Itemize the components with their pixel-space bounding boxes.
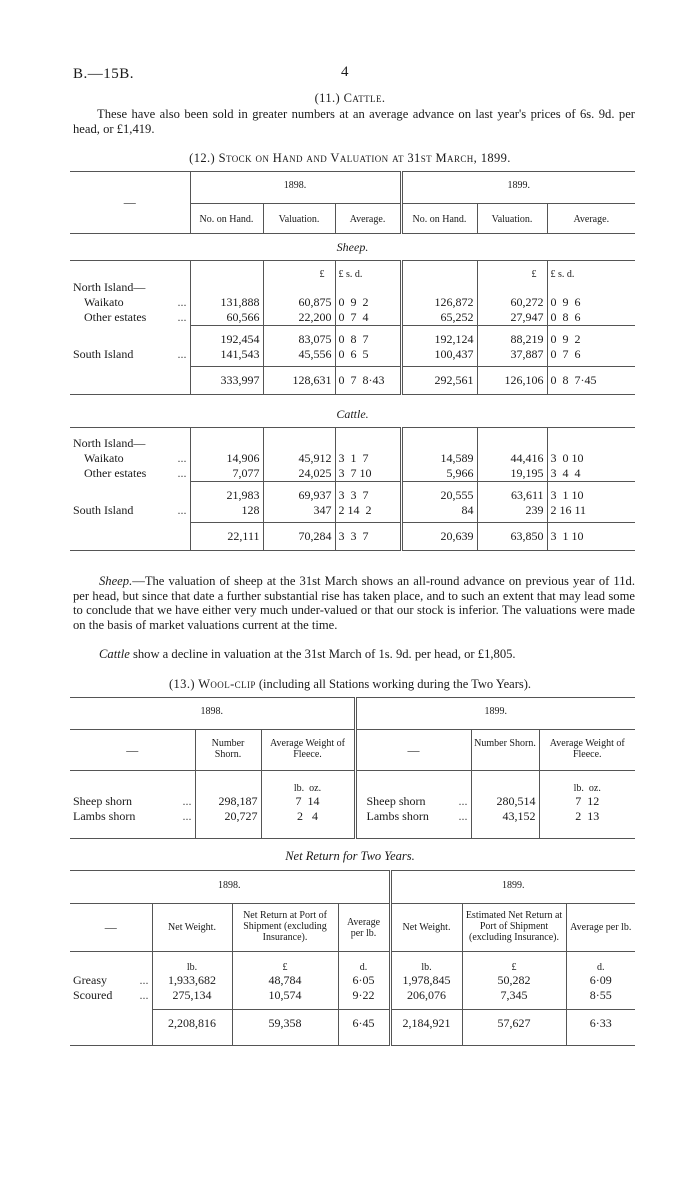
table-cell: 24,025 xyxy=(263,466,335,482)
row-label: Other estates xyxy=(84,310,147,324)
table-cell: 126,106 xyxy=(477,367,547,395)
table-row xyxy=(70,466,635,482)
net-year-1898: 1898. xyxy=(218,880,241,891)
table-cell: 298,187 xyxy=(195,794,261,809)
table-cell: 2,208,816 xyxy=(152,1009,232,1045)
table-cell: 0 7 6 xyxy=(547,347,635,367)
page-number: 4 xyxy=(341,64,349,80)
table-cell: 0 6 5 xyxy=(335,347,401,367)
leader-dots: ... xyxy=(177,295,187,309)
table-cell: 6·45 xyxy=(338,1009,390,1045)
table-cell: 57,627 xyxy=(462,1009,566,1045)
table-cell: 5,966 xyxy=(401,466,477,482)
table-cell: 192,454 xyxy=(190,326,263,348)
stock-valuation-table xyxy=(70,171,635,551)
table-row xyxy=(70,326,635,348)
table-cell: 1,978,845 xyxy=(390,973,462,988)
table-cell: 7,345 xyxy=(462,988,566,1009)
table-cell: 8·55 xyxy=(566,988,635,1009)
table-cell: 0 9 6 xyxy=(547,295,635,310)
table-cell: 141,543 xyxy=(190,347,263,367)
table-cell: 83,075 xyxy=(263,326,335,348)
table-cell: 20,727 xyxy=(195,809,261,839)
wool-stub-header: — xyxy=(355,730,471,771)
unit-pound: £ xyxy=(232,952,338,974)
wool-clip-table xyxy=(70,697,635,839)
table-cell: 7 14 xyxy=(261,794,355,809)
table-cell: 1,933,682 xyxy=(152,973,232,988)
table-cell: 3 1 10 xyxy=(547,482,635,504)
table-cell: 7,077 xyxy=(190,466,263,482)
table-cell: 2,184,921 xyxy=(390,1009,462,1045)
leader-dots: ... xyxy=(182,794,192,808)
table-cell: 333,997 xyxy=(190,367,263,395)
table-cell: 0 7 8·43 xyxy=(335,367,401,395)
col-net-return-1898: Net Return at Port of Shipment (excluding Insurance). xyxy=(232,904,338,952)
unit-lsd: £ s. d. xyxy=(547,261,635,281)
table-cell: 9·22 xyxy=(338,988,390,1009)
col-number-shorn-1898: Number Shorn. xyxy=(195,730,261,771)
col-est-net-return-1899: Estimated Net Return at Port of Shipment (excluding Insurance). xyxy=(462,904,566,952)
table-cell: 131,888 xyxy=(190,295,263,310)
table-cell: 14,589 xyxy=(401,451,477,466)
table-row xyxy=(70,295,635,310)
row-label: South Island xyxy=(73,347,134,361)
table-row xyxy=(70,347,635,367)
table-cell: 20,639 xyxy=(401,523,477,551)
table-cell: 275,134 xyxy=(152,988,232,1009)
stock-table-heading: (12.) Stock on Hand and Valuation at 31st March, 1899. xyxy=(189,151,511,165)
table-cell: 239 xyxy=(477,503,547,523)
sheep-label: Sheep. xyxy=(99,574,133,588)
net-return-title: Net Return for Two Years. xyxy=(285,849,415,863)
leader-dots: ... xyxy=(177,347,187,361)
row-label: Sheep shorn xyxy=(73,794,132,808)
row-label: Scoured xyxy=(73,988,113,1002)
cattle-paragraph: These have also been sold in greater numbers at an average advance on last year's prices of 6s. 9d. per head, or £1,419. xyxy=(73,107,635,136)
table-cell: 292,561 xyxy=(401,367,477,395)
row-label: Lambs shorn xyxy=(73,809,136,823)
table-cell: 128 xyxy=(190,503,263,523)
row-label: Greasy xyxy=(73,973,107,987)
table-cell: 60,566 xyxy=(190,310,263,326)
unit-lb: lb. xyxy=(152,952,232,974)
table-row xyxy=(70,973,635,988)
unit-d: d. xyxy=(338,952,390,974)
unit-pound: £ xyxy=(477,261,547,281)
leader-dots: ... xyxy=(177,466,187,480)
wool-year-1898: 1898. xyxy=(200,706,223,717)
table-cell: 0 8 7 xyxy=(335,326,401,348)
row-label: Waikato xyxy=(84,295,124,309)
cattle-heading: (11.) Cattle. xyxy=(314,91,386,105)
cattle-label: Cattle xyxy=(99,647,130,661)
col-avg-weight-1898: Average Weight of Fleece. xyxy=(261,730,355,771)
north-island-label: North Island— xyxy=(73,280,146,294)
north-island-label: North Island— xyxy=(73,436,146,450)
table-row xyxy=(70,809,635,839)
table-cell: 0 9 2 xyxy=(335,295,401,310)
table-cell: 128,631 xyxy=(263,367,335,395)
table-cell: 6·33 xyxy=(566,1009,635,1045)
col-average-1899: Average. xyxy=(547,204,635,234)
table-cell: 0 7 4 xyxy=(335,310,401,326)
table-cell: 3 0 10 xyxy=(547,451,635,466)
leader-dots: ... xyxy=(458,809,468,823)
table-cell: 3 3 7 xyxy=(335,482,401,504)
unit-lb-oz: lb. oz. xyxy=(261,771,355,795)
wool-stub-header: — xyxy=(126,742,139,757)
table-cell: 2 4 xyxy=(261,809,355,839)
leader-dots: ... xyxy=(458,794,468,808)
col-avg-per-lb-1898: Average per lb. xyxy=(338,904,390,952)
unit-pound: £ xyxy=(263,261,335,281)
wool-clip-heading-sc: (13.) Wool-clip xyxy=(168,677,256,691)
table-row xyxy=(70,794,635,809)
table-cell: 48,784 xyxy=(232,973,338,988)
stock-stub-header: — xyxy=(123,195,136,209)
row-label: Other estates xyxy=(84,466,147,480)
table-row xyxy=(70,310,635,326)
sheep-valuation-text: —The valuation of sheep at the 31st March shows an all-round advance on previous year of 11d. per head, but since that date a further substantial rise has taken place, and to such an extent that may lead some to conclude that we have either very much under-valued or that our stock is inferior. The valuations were made on the basis of market valuations current at the time. xyxy=(73,574,635,632)
table-row xyxy=(70,451,635,466)
table-row xyxy=(70,482,635,504)
net-year-1899: 1899. xyxy=(390,871,635,904)
col-net-weight-1899: Net Weight. xyxy=(390,904,462,952)
net-stub-header: — xyxy=(104,920,117,934)
table-cell: 10,574 xyxy=(232,988,338,1009)
table-cell: 0 8 6 xyxy=(547,310,635,326)
col-valuation-1898: Valuation. xyxy=(263,204,335,234)
table-cell: 0 9 2 xyxy=(547,326,635,348)
table-cell: 65,252 xyxy=(401,310,477,326)
row-label: Waikato xyxy=(84,451,124,465)
unit-pound: £ xyxy=(462,952,566,974)
table-cell: 63,850 xyxy=(477,523,547,551)
table-cell: 19,195 xyxy=(477,466,547,482)
wool-year-1899: 1899. xyxy=(355,698,635,730)
table-cell: 69,937 xyxy=(263,482,335,504)
table-cell: 14,906 xyxy=(190,451,263,466)
table-cell: 84 xyxy=(401,503,477,523)
cattle-valuation-text: show a decline in valuation at the 31st March of 1s. 9d. per head, or £1,805. xyxy=(129,647,516,661)
sheep-section-title: Sheep. xyxy=(336,240,369,254)
table-cell: 60,875 xyxy=(263,295,335,310)
col-no-on-hand-1898: No. on Hand. xyxy=(190,204,263,234)
table-cell: 3 1 7 xyxy=(335,451,401,466)
leader-dots: ... xyxy=(139,973,149,987)
unit-lsd: £ s. d. xyxy=(335,261,401,281)
col-number-shorn-1899: Number Shorn. xyxy=(471,730,539,771)
table-cell: 88,219 xyxy=(477,326,547,348)
table-cell: 44,416 xyxy=(477,451,547,466)
table-cell: 2 13 xyxy=(539,809,635,839)
table-cell: 2 14 2 xyxy=(335,503,401,523)
table-cell: 280,514 xyxy=(471,794,539,809)
table-cell: 45,556 xyxy=(263,347,335,367)
table-cell: 70,284 xyxy=(263,523,335,551)
table-cell: 45,912 xyxy=(263,451,335,466)
sheep-valuation-paragraph xyxy=(73,574,635,632)
col-avg-per-lb-1899: Average per lb. xyxy=(566,904,635,952)
unit-lb-oz: lb. oz. xyxy=(539,771,635,795)
table-cell: 3 4 4 xyxy=(547,466,635,482)
table-row xyxy=(70,1009,635,1045)
stock-year-1898: 1898. xyxy=(190,172,401,204)
table-cell: 7 12 xyxy=(539,794,635,809)
table-cell: 3 3 7 xyxy=(335,523,401,551)
table-cell: 3 1 10 xyxy=(547,523,635,551)
table-cell: 0 8 7·45 xyxy=(547,367,635,395)
table-cell: 6·05 xyxy=(338,973,390,988)
leader-dots: ... xyxy=(177,451,187,465)
row-label: Lambs shorn xyxy=(366,809,429,823)
net-return-table xyxy=(70,870,635,1046)
col-no-on-hand-1899: No. on Hand. xyxy=(401,204,477,234)
table-cell: 6·09 xyxy=(566,973,635,988)
row-label: South Island xyxy=(73,503,134,517)
wool-clip-heading-rest: (including all Stations working during the Two Years). xyxy=(255,677,532,691)
leader-dots: ... xyxy=(177,310,187,324)
col-net-weight-1898: Net Weight. xyxy=(152,904,232,952)
table-cell: 27,947 xyxy=(477,310,547,326)
col-avg-weight-1899: Average Weight of Fleece. xyxy=(539,730,635,771)
table-cell: 43,152 xyxy=(471,809,539,839)
unit-d: d. xyxy=(566,952,635,974)
table-row xyxy=(70,988,635,1009)
unit-lb: lb. xyxy=(390,952,462,974)
table-row xyxy=(70,523,635,551)
leader-dots: ... xyxy=(139,988,149,1002)
table-cell: 63,611 xyxy=(477,482,547,504)
cattle-section-title: Cattle. xyxy=(336,407,369,421)
table-cell: 347 xyxy=(263,503,335,523)
table-cell: 37,887 xyxy=(477,347,547,367)
document-reference: B.—15B. xyxy=(73,66,135,82)
table-row xyxy=(70,503,635,523)
table-cell: 22,111 xyxy=(190,523,263,551)
leader-dots: ... xyxy=(182,809,192,823)
cattle-valuation-paragraph xyxy=(73,647,635,662)
table-cell: 206,076 xyxy=(390,988,462,1009)
table-cell: 126,872 xyxy=(401,295,477,310)
table-cell: 2 16 11 xyxy=(547,503,635,523)
table-cell: 59,358 xyxy=(232,1009,338,1045)
table-cell: 3 7 10 xyxy=(335,466,401,482)
stock-year-1899: 1899. xyxy=(401,172,635,204)
table-cell: 22,200 xyxy=(263,310,335,326)
table-cell: 192,124 xyxy=(401,326,477,348)
wool-clip-heading xyxy=(0,677,700,692)
table-cell: 100,437 xyxy=(401,347,477,367)
table-cell: 21,983 xyxy=(190,482,263,504)
table-cell: 50,282 xyxy=(462,973,566,988)
table-row xyxy=(70,367,635,395)
col-valuation-1899: Valuation. xyxy=(477,204,547,234)
table-cell: 60,272 xyxy=(477,295,547,310)
table-cell: 20,555 xyxy=(401,482,477,504)
row-label: Sheep shorn xyxy=(366,794,426,808)
col-average-1898: Average. xyxy=(335,204,401,234)
leader-dots: ... xyxy=(177,503,187,517)
